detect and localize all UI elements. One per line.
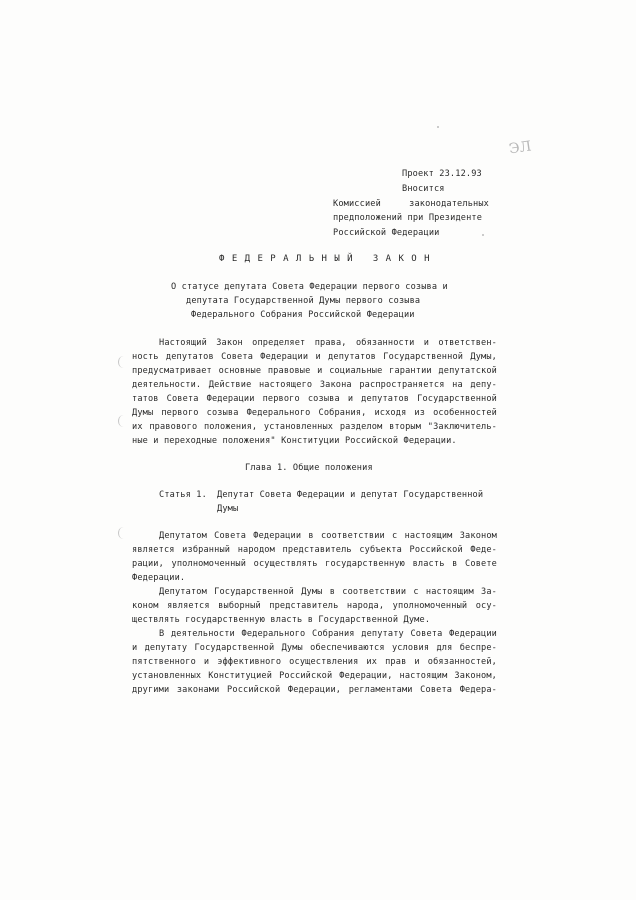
preamble-line: их правового положения, установленных разделом вторым "Заключитель- [132,422,497,432]
subject-line: О статусе депутата Совета Федерации первого созыва и [171,282,448,292]
commission-line: Российской Федерации [333,228,440,238]
body-line: является избранный народом представитель субъекта Российской Феде- [132,545,497,555]
body-line: пятственного и эффективного осуществления их прав и обязанностей, [132,657,497,667]
punch-hole-icon [118,527,129,539]
body-line: коном является выборный представитель народа, уполномоченный осу- [132,601,497,611]
article-label: Статья 1. [159,490,207,500]
body-line: Федерации. [132,573,186,583]
preamble-line: Настоящий Закон определяет права, обязанности и ответствен- [159,338,497,348]
subject-line: Федерального Собрания Российской Федерации [191,310,415,320]
preamble-line: деятельности. Действие настоящего Закона распространяется на депу- [132,380,497,390]
dust-speck-icon [437,126,439,128]
body-line: другими законами Российской Федерации, регламентами Совета Федера- [132,685,497,695]
commission-line: Комиссией законодательных [333,199,489,209]
body-line: и депутату Государственной Думы обеспечиваются условия для беспре- [132,643,497,653]
commission-line: предположений при Президенте [333,213,483,223]
chapter-title: Глава 1. Общие положения [245,463,373,473]
project-date: Проект 23.12.93 [402,169,482,179]
preamble-line: татов Совета Федерации первого созыва и депутатов Государственной [132,394,497,404]
punch-hole-icon [118,415,129,427]
body-line: Депутатом Государственной Думы в соответствии с настоящим За- [159,587,497,597]
preamble-line: ность депутатов Совета Федерации и депутатов Государственной Думы, [132,352,497,362]
body-line: установленных Конституцией Российской Федерации, настоящим Законом, [132,671,497,681]
article-title-line: Думы [217,504,239,514]
dust-speck-icon [482,234,484,236]
preamble-line: Думы первого созыва Федерального Собрания, исходя из особенностей [132,408,497,418]
article-title-line: Депутат Совета Федерации и депутат Государственной [217,490,484,500]
subject-line: депутата Государственной Думы первого созыва [186,296,421,306]
body-line: В деятельности Федерального Собрания депутату Совета Федерации [159,629,497,639]
preamble-line: предусматривает основные правовые и социальные гарантии депутатской [132,366,497,376]
body-line: Депутатом Совета Федерации в соответствии с настоящим Законом [159,531,497,541]
preamble-line: ные и переходные положения" Конституции Российской Федерации. [132,436,457,446]
body-line: рации, уполномоченный осуществлять государственную власть в Совете [132,559,497,569]
submitted-label: Вносится [402,184,445,194]
body-line: ществлять государственную власть в Государственной Думе. [132,615,431,625]
punch-hole-icon [118,356,129,368]
handwritten-mark-icon: ЭЛ [507,138,533,158]
document-type-title: ФЕДЕРАЛЬНЫЙ ЗАКОН [219,254,437,264]
